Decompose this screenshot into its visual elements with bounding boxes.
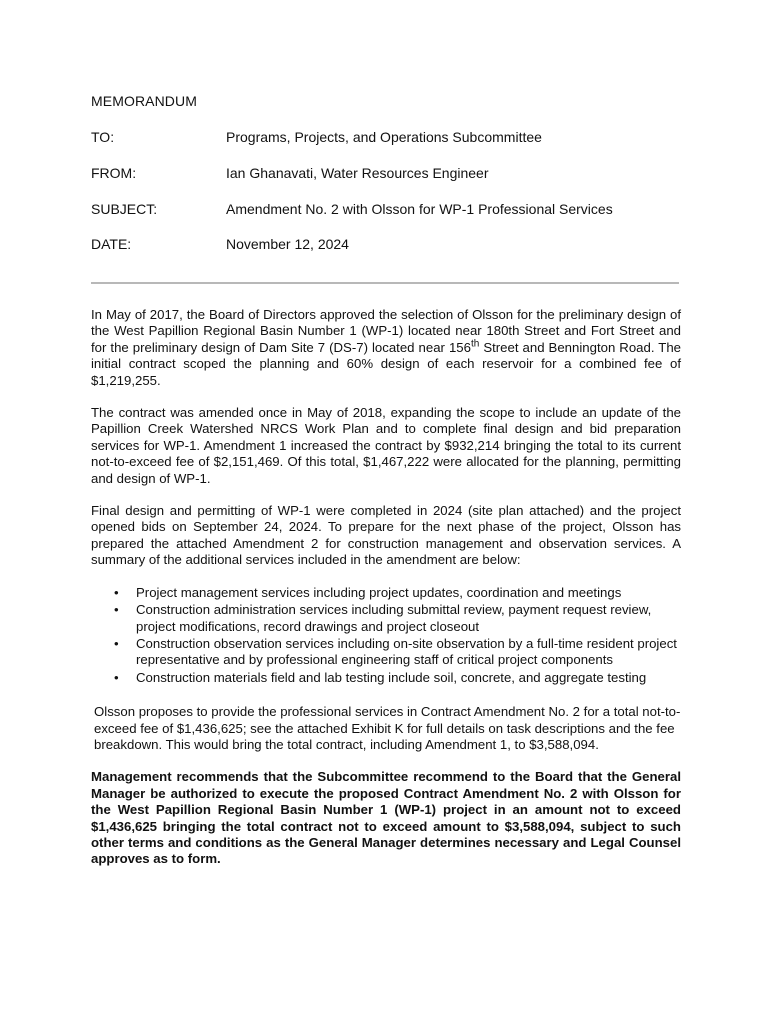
from-value: Ian Ghanavati, Water Resources Engineer (226, 165, 489, 181)
from-label: FROM: (91, 165, 137, 181)
memo-title: MEMORANDUM (91, 93, 197, 109)
ordinal-superscript: th (470, 338, 480, 350)
subject-value: Amendment No. 2 with Olsson for WP-1 Professional Services (226, 201, 613, 217)
list-item: • Construction materials field and lab testing include soil, concrete, and aggregate testing (136, 670, 681, 686)
memo-body (91, 307, 681, 884)
paragraph-recommendation: Management recommends that the Subcommittee recommend to the Board that the General Manager be authorized to execute the proposed Contract Amendment No. 2 with Olsson for the West Papillion Regional Basin Number 1 (WP-1) project in an amount not to exceed $1,436,625 bringing the total contract not to exceed amount to $3,588,094, subject to such other terms and conditions as the General Manager determines necessary and Legal Counsel approves as to form. (91, 769, 681, 867)
paragraph-background (91, 307, 681, 389)
paragraph-amendment-1: The contract was amended once in May of 2018, expanding the scope to include an update of the Papillion Creek Watershed NRCS Work Plan and to complete final design and bid preparation services for WP-1. Amendment 1 increased the contract by $932,214 bringing the total to its current not-to-exceed fee of $2,151,469. Of this total, $1,467,222 were allocated for the planning, permitting and design of WP-1. (91, 405, 681, 486)
list-item: • Project management services including project updates, coordination and meetings (136, 585, 681, 601)
date-value: November 12, 2024 (226, 236, 349, 252)
subject-label: SUBJECT: (91, 201, 158, 217)
paragraph-background-text-b: Street and Bennington Road. The initial contract scoped the planning and 60% design of each reservoir for a combined fee of $1,219,255. (91, 339, 681, 388)
to-value: Programs, Projects, and Operations Subcommittee (226, 129, 542, 145)
paragraph-background-text-a: In May of 2017, the Board of Directors approved the selection of Olsson for the preliminary design of the West Papillion Regional Basin Number 1 (WP-1) located near 180th Street and Fort Street and for the preliminary design of Dam Site 7 (DS-7) located near 156 (91, 307, 681, 355)
to-label: TO: (91, 129, 115, 145)
list-item: • Construction administration services including submittal review, payment request review, project modifications, record drawings and project closeout (136, 602, 681, 635)
services-list (91, 585, 681, 686)
date-label: DATE: (91, 236, 132, 252)
header-divider (91, 282, 679, 284)
paragraph-fee-proposal: Olsson proposes to provide the professional services in Contract Amendment No. 2 for a total not-to-exceed fee of $1,436,625; see the attached Exhibit K for full details on task descriptions and the fee breakdown. This would bring the total contract, including Amendment 1, to $3,588,094. (94, 704, 681, 752)
paragraph-amendment-2-summary: Final design and permitting of WP-1 were completed in 2024 (site plan attached) and the project opened bids on September 24, 2024. To prepare for the next phase of the project, Olsson has prepared the attached Amendment 2 for construction management and observation services. A summary of the additional services included in the amendment are below: (91, 503, 681, 568)
list-item: • Construction observation services including on-site observation by a full-time resident project representative and by professional engineering staff of critical project components (136, 636, 681, 669)
